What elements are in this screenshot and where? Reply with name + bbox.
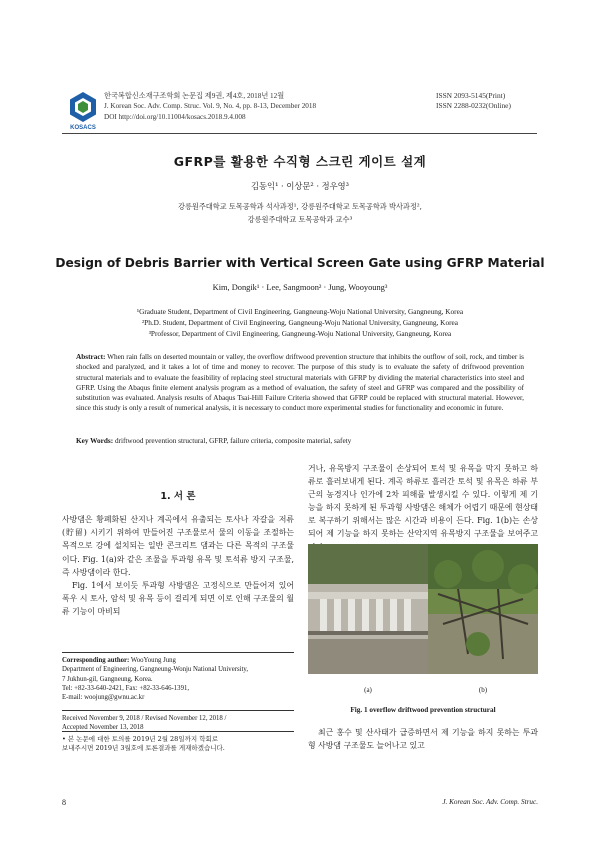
issn-print: ISSN 2093-5145(Print) [436,91,506,100]
authors-korean: 김동익¹ · 이상문² · 정우영³ [251,181,349,191]
figure-1a-label: (a) [364,686,372,694]
section-title-introduction: 1. 서 론 [160,491,196,502]
abstract-label: Abstract: [76,353,106,361]
corr-tel: Tel: +82-33-640-2421, Fax: +82-33-646-1391, [62,684,190,692]
received-dates [62,710,294,733]
affiliation-korean-1: 강릉원주대학교 토목공학과 석사과정¹, 강릉원주대학교 토목공학과 박사과정², [178,202,422,211]
header-divider [62,133,537,134]
corr-label: Corresponding author: [62,657,130,664]
abstract [76,352,524,414]
affiliation-english-3: ³Professor, Department of Civil Engineering, Gangneung-Woju National University, Gangneung, Korea [148,329,452,338]
footer-journal-name: J. Korean Soc. Adv. Comp. Struc. [442,798,538,806]
received-line-2: Accepted November 13, 2018 [62,724,144,732]
affiliation-english-2: ²Ph.D. Student, Department of Civil Engineering, Gangneung-Woju National University, Gangneung, Korea [141,318,459,327]
affiliation-english-1: ¹Graduate Student, Department of Civil Engineering, Gangneung-Woju National University, Gangneung, Korea [136,307,464,316]
note-line-1: • 본 논문에 대한 토의를 2019년 2월 28일까지 학회로 [62,735,219,743]
journal-name-ko: 한국복합신소재구조학회 논문집 제9권, 제4호, 2018년 12월 [104,92,285,100]
keywords-label: Key Words: [76,437,114,445]
keywords [76,436,524,446]
kosacs-logo [66,90,100,130]
right-column-paragraph-1: 거나, 유목방지 구조물이 손상되어 토석 및 유목을 막지 못하고 하류로 흘러보내게 된다. 계곡 하류로 흘러간 토석 및 유목은 하류 부근의 농경지나 인가에 2차 피해를 발생시킬 수 있다. 이렇게 제 기능을 하지 못하게 된 투과형 사방댐은 해체가 어렵기 때문에 현상태로 복구하기 위해서는 많은 시간과 비용이 든다. Fig. 1(b)는 손상되어 제 기능을 하지 못하는 산악지역 유목방지 구조물을 보여주고 [308,464,538,539]
keywords-text: driftwood prevention structural, GFRP, failure criteria, composite material, safety [114,437,352,445]
right-column-paragraph-2: 최근 홍수 및 산사태가 급증하면서 제 기능을 하지 못하는 투과형 사방댐 구조물도 늘어나고 있고 [308,728,538,751]
left-column-body [62,513,294,619]
figure-1-caption: Fig. 1 overflow driftwood prevention structural [350,706,496,714]
issn-block [436,91,576,112]
figure-1a-photo [308,544,428,674]
corr-dept: Department of Engineering, Gangneung-Wonju National University, [62,666,249,674]
figure-1b-photo [428,544,538,674]
paragraph-2: Fig. 1에서 보이듯 투과형 사방댐은 고정식으로 만들어져 있어 폭우 시 토사, 암석 및 유목 등이 걸리게 되면 이로 인해 구조물의 월류 기능이 마비되 [62,581,294,617]
issn-online: ISSN 2288-0232(Online) [436,101,511,111]
page-number: 8 [62,798,66,807]
note-line-2: 보내주시면 2019년 3월호에 토론결과를 게재하겠습니다. [62,744,225,753]
corr-address: 7 Jukhun-gil, Gangneung, Korea. [62,675,153,683]
journal-citation-en: J. Korean Soc. Adv. Comp. Struc. Vol. 9, No. 4, pp. 8-13, December 2018 [104,102,317,111]
paragraph-1: 사방댐은 황폐화된 산지나 계곡에서 유출되는 토사나 자갈을 저류(貯留) 시키기 위하여 만들어진 구조물로서 물의 이동을 조절하는 목적으로 강에 설치되는 일반 콘크리트 댐과는 다른 목적의 구조물이다. Fig. 1(a)와 같은 조물을 투과형 유목 및 토석류 방지 구조물, 즉 사방댐이라 한다. [62,515,294,577]
title-english: Design of Debris Barrier with Vertical Screen Gate using GFRP Material [55,256,545,270]
corresponding-author-box [62,652,294,702]
abstract-text: When rain falls on deserted mountain or valley, the overflow driftwood prevention structure that inhibits the outflow of soil, rock, and timber is shocked and paralyzed, and it takes a lot of time and money to recover. The purpose of this study is to evaluate the safety of driftwood prevention structural materials and to evaluate the feasibility of replacing steel structural materials with GFRP by dividing the material characteristics into steel and GFRP. Using the Abaqus finite element analysis program as a method of evaluation, the safety of steel and GFRP was compared and the possibility of substitution was evaluated. Analysis results of Abaqus Tsai-Hill Failure Criteria showed that GFRP could be replaced with structural material. However, since this study is only a result of numerical analysis, it is necessary to conduct more experimental studies for functionality and economic in future. [76,353,524,413]
corr-email[interactable]: E-mail: woojung@gwnu.ac.kr [62,694,145,702]
affiliation-korean-2: 강릉원주대학교 토목공학과 교수³ [247,215,353,224]
svg-text:KOSACS: KOSACS [70,125,96,130]
corr-name: WooYoung Jung [130,657,176,664]
authors-english: Kim, Dongik¹ · Lee, Sangmoon² · Jung, Wooyoung³ [212,283,388,292]
discussion-note [62,731,294,754]
received-line-1: Received November 9, 2018 / Revised November 12, 2018 / [62,715,227,722]
figure-1b-label: (b) [478,686,488,694]
journal-header [104,91,404,122]
title-korean: GFRP를 활용한 수직형 스크린 게이트 설계 [173,154,427,169]
doi-link[interactable]: DOI http://doi.org/10.11004/kosacs.2018.9.4.008 [104,112,246,121]
